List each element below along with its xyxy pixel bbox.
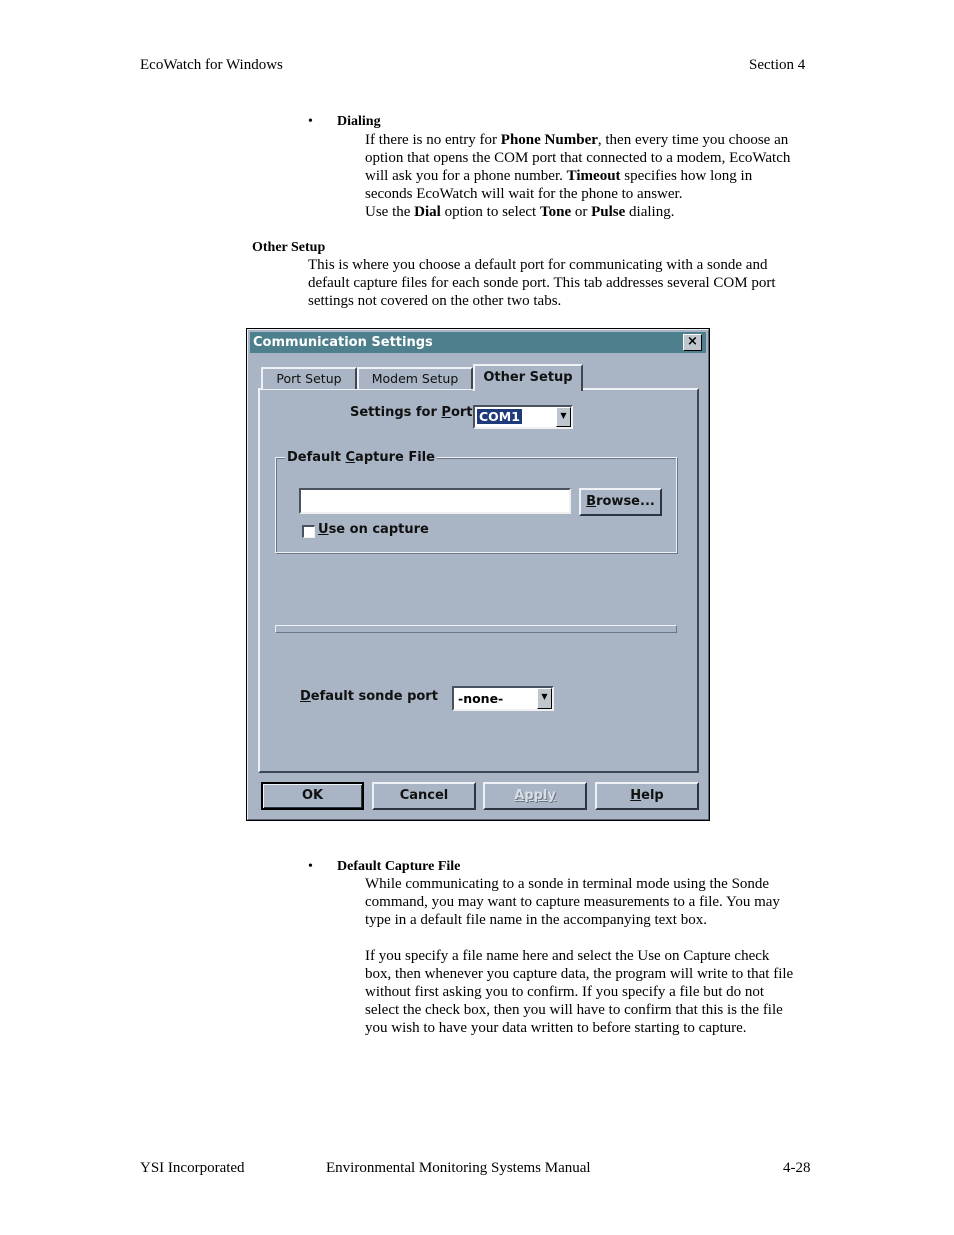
- use-on-capture-checkbox[interactable]: [302, 525, 315, 538]
- default-sonde-port-label: Default sonde port: [300, 689, 438, 704]
- dialing-heading: Dialing: [337, 114, 381, 129]
- default-capture-file-title: Default Capture File: [287, 450, 435, 465]
- chevron-down-icon[interactable]: ▼: [537, 688, 552, 709]
- apply-button[interactable]: Apply: [483, 782, 587, 810]
- default-capture-paragraph-1: While communicating to a sonde in terminal mode using the Sonde command, you may want to capture measurements to a file. You may type in a default file name in the accompanying text box.: [365, 876, 780, 928]
- tab-port-setup[interactable]: Port Setup: [261, 367, 357, 389]
- port-value: COM1: [479, 409, 520, 424]
- separator: [275, 625, 677, 633]
- sonde-port-value: -none-: [458, 691, 504, 706]
- header-title: EcoWatch for Windows: [140, 57, 283, 73]
- tab-panel: [258, 388, 699, 773]
- tab-modem-setup[interactable]: Modem Setup: [357, 367, 473, 389]
- footer-manual-title: Environmental Monitoring Systems Manual: [326, 1160, 591, 1176]
- other-setup-heading: Other Setup: [252, 240, 326, 255]
- browse-button[interactable]: Browse...: [579, 488, 662, 516]
- bullet-dialing: •: [308, 114, 313, 129]
- dialing-paragraph: If there is no entry for Phone Number, then every time you choose an option that opens the COM port that connected to a modem, EcoWatch will ask you for a phone number. Timeout specifies how long in seconds EcoWatch will wait for the phone to answer. Use the Dial option to select Tone or Pulse dialing.: [365, 132, 791, 220]
- footer-company: YSI Incorporated: [140, 1160, 245, 1176]
- ok-button[interactable]: OK: [261, 782, 364, 810]
- footer-page-number: 4-28: [783, 1160, 811, 1176]
- use-on-capture-label: Use on capture: [318, 522, 429, 537]
- bullet-default-capture: •: [308, 859, 313, 874]
- tab-other-setup[interactable]: Other Setup: [473, 364, 583, 391]
- settings-for-port-label: Settings for Port: [350, 405, 473, 420]
- chevron-down-icon[interactable]: ▼: [556, 407, 571, 427]
- default-capture-heading: Default Capture File: [337, 859, 461, 874]
- communication-settings-dialog: [246, 328, 710, 821]
- close-icon[interactable]: ×: [683, 334, 702, 351]
- port-select[interactable]: [473, 405, 573, 429]
- other-setup-paragraph: This is where you choose a default port for communicating with a sonde and default capture files for each sonde port. This tab addresses several COM port settings not covered on the other two tabs.: [308, 257, 776, 309]
- default-capture-paragraph-2: If you specify a file name here and select the Use on Capture check box, then whenever you capture data, the program will write to that file without first asking you to confirm. If you specify a file but do not select the check box, then you will have to confirm that this is the file you wish to have your data written to before starting to capture.: [365, 948, 794, 1036]
- help-button[interactable]: Help: [595, 782, 699, 810]
- sonde-port-select[interactable]: [452, 686, 554, 711]
- capture-file-input[interactable]: [299, 488, 571, 514]
- cancel-button[interactable]: Cancel: [372, 782, 476, 810]
- dialog-title: Communication Settings: [250, 332, 706, 353]
- header-section: Section 4: [749, 57, 806, 73]
